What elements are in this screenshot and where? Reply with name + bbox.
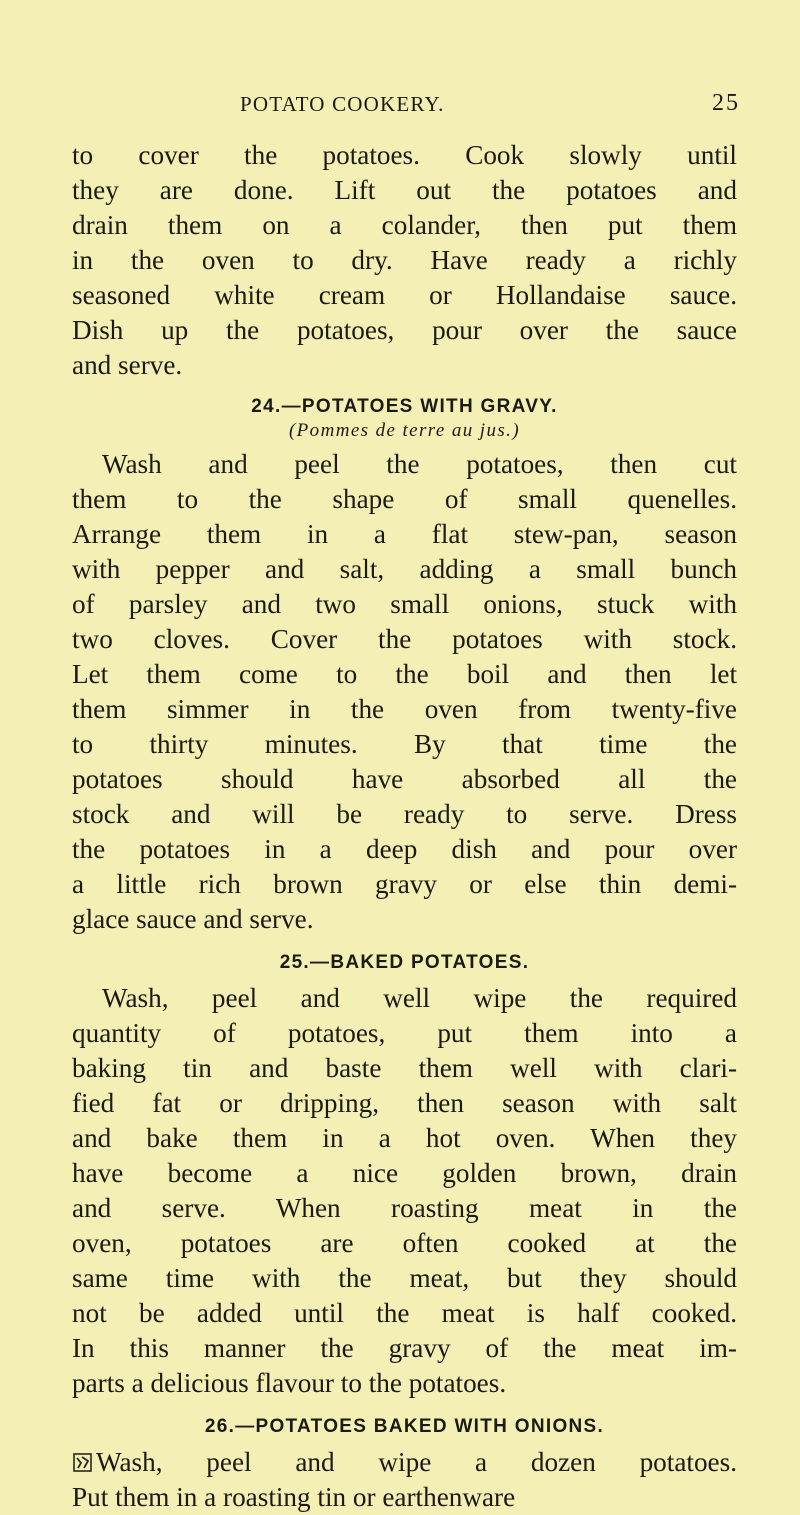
recipe-paragraph [72,447,737,937]
recipe-heading: 25.—BAKED POTATOES. [279,952,530,973]
text-line: to thirty minutes. By that time the [72,729,737,759]
text-line [72,1445,737,1480]
text-line: to cover the potatoes. Cook slowly until [72,140,737,170]
text-line: two cloves. Cover the potatoes with stock. [72,624,737,654]
text-line-content: Wash, peel and wipe a dozen potatoes. [96,1447,737,1477]
text-line: same time with the meat, but they should [72,1263,737,1293]
text-line: quantity of potatoes, put them into a [72,1018,737,1048]
text-line: a little rich brown gravy or else thin demi- [72,869,737,899]
text-line: Put them in a roasting tin or earthenware [72,1482,516,1512]
printer-ornament-icon [72,1451,94,1473]
text-line: them to the shape of small quenelles. [72,484,737,514]
text-line: potatoes should have absorbed all the [72,764,737,794]
text-line: seasoned white cream or Hollandaise sauce. [72,280,737,310]
recipe-heading: 26.—POTATOES BAKED WITH ONIONS. [204,1416,605,1437]
text-line: and serve. [72,350,183,380]
intro-paragraph [72,138,737,383]
recipe-paragraph [72,1445,737,1515]
text-line: Arrange them in a flat stew-pan, season [72,519,737,549]
text-line: In this manner the gravy of the meat im- [72,1333,737,1363]
text-line: stock and will be ready to serve. Dress [72,799,737,829]
text-line: with pepper and salt, adding a small bunch [72,554,737,584]
text-line: of parsley and two small onions, stuck with [72,589,737,619]
text-line: baking tin and baste them well with clari- [72,1053,737,1083]
recipe-subheading: (Pommes de terre au jus.) [288,420,521,441]
text-line: glace sauce and serve. [72,904,314,934]
page-number: 25 [712,90,740,116]
text-line: them simmer in the oven from twenty-five [72,694,737,724]
recipe-paragraph [72,981,737,1401]
recipe-heading: 24.—POTATOES WITH GRAVY. [251,396,558,417]
text-line: they are done. Lift out the potatoes and [72,175,737,205]
text-line: in the oven to dry. Have ready a richly [72,245,737,275]
text-line: drain them on a colander, then put them [72,210,737,240]
text-line: fied fat or dripping, then season with salt [72,1088,737,1118]
text-line: the potatoes in a deep dish and pour over [72,834,737,864]
running-head [0,92,800,132]
body-text [72,138,737,1515]
text-line: Let them come to the boil and then let [72,659,737,689]
text-line: not be added until the meat is half cooked. [72,1298,737,1328]
running-head-title: POTATO COOKERY. [240,92,445,116]
text-line: and serve. When roasting meat in the [72,1193,737,1223]
text-line: Dish up the potatoes, pour over the sauce [72,315,737,345]
text-line: Wash and peel the potatoes, then cut [102,449,737,479]
text-line: Wash, peel and well wipe the required [102,983,737,1013]
text-line: have become a nice golden brown, drain [72,1158,737,1188]
text-line: and bake them in a hot oven. When they [72,1123,737,1153]
text-line: oven, potatoes are often cooked at the [72,1228,737,1258]
text-line: parts a delicious flavour to the potatoes. [72,1368,507,1398]
